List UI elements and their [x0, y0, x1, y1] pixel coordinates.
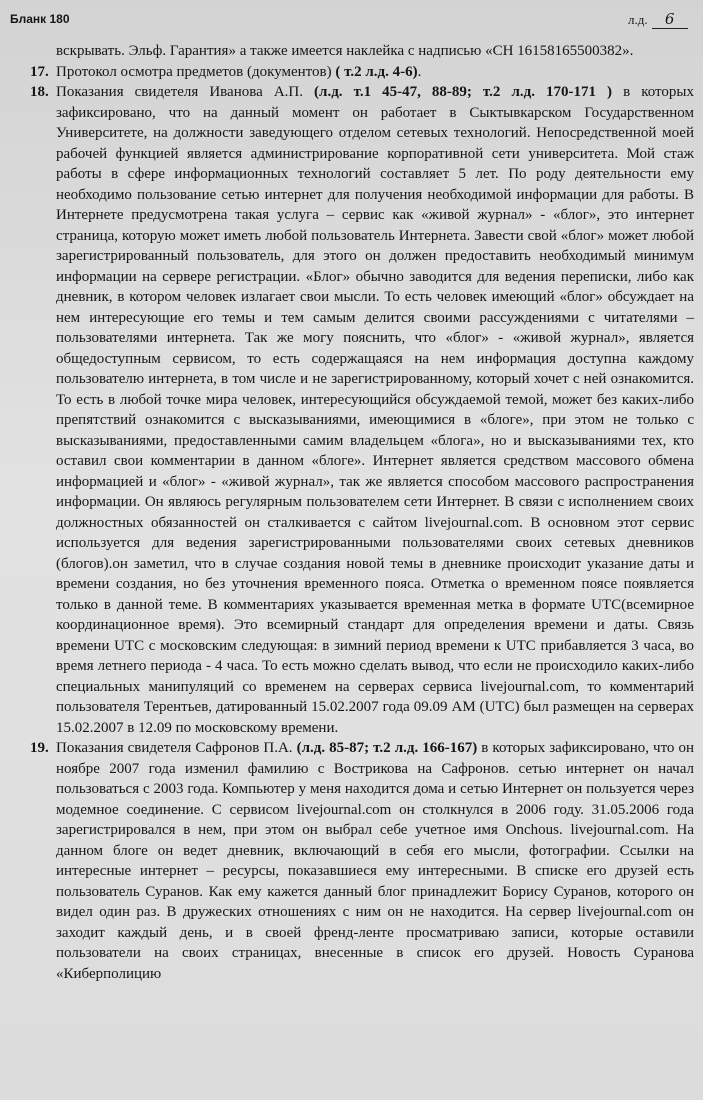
sheet-label: л.д. — [628, 12, 648, 27]
item-number: 18. — [30, 84, 49, 100]
item-tail: . — [417, 63, 422, 80]
item-text: Протокол осмотра предметов (документов) — [56, 63, 332, 80]
item-number: 19. — [30, 740, 49, 756]
case-reference: ( т.2 л.д. 4-6) — [335, 63, 418, 80]
item-lead: Показания свидетеля Иванова А.П. — [56, 84, 303, 100]
item-18 — [30, 82, 694, 738]
case-reference: (л.д. т.1 45-47, 88-89; т.2 л.д. 170-171 ) — [314, 84, 613, 100]
document-body — [30, 41, 694, 984]
continuation-paragraph: вскрывать. Эльф. Гарантия» а также имеется наклейка с надписью «CH 16158165500382». — [56, 43, 634, 59]
item-number: 17. — [30, 63, 49, 80]
item-19 — [30, 738, 694, 984]
form-label: Бланк 180 — [10, 12, 70, 26]
item-text: в которых зафиксировано, что он ноябре 2007 года изменил фамилию с Вострикова на Сафронов. сетью интернет он начал пользоваться с 2003 года. Компьютер у меня находится дома и сетью Интернет он пользуется через модемное соединение. С сервисом livejournal.com он столкнулся в 2006 году. 31.05.2006 года зарегистрировался в нем, при этом он выбрал себе учетное имя Onchous. livejournal.com. На данном блоге он ведет дневник, включающий в себя его мысли, фотографии. Ссылки на интересные интернет – ресурсы, показавшиеся ему интересными. В списке его друзей есть пользователь Суранов. Как ему кажется данный блог принадлежит Борису Суранов, которого он видел один раз. В дружеских отношениях с ним он не находится. На сервер livejournal.com он заходит каждый день, и в своей френд-ленте просматриваю записи, которые оставили пользователи на своих страницах, внесенные в список его друзей. Новость Суранова «Киберполицию — [56, 740, 694, 982]
case-reference: (л.д. 85-87; т.2 л.д. 166-167) — [296, 740, 478, 756]
item-lead: Показания свидетеля Сафронов П.А. — [56, 740, 293, 756]
item-17 — [30, 62, 694, 83]
item-text: в которых зафиксировано, что на данный момент он работает в Сыктывкарском Государственном Университете, на должности заведующего отделом сетевых технологий. Непосредственной моей рабочей функцией является администрирование корпоративной сети университета. Мой стаж работы в сфере информационных технологий составляет 5 лет. По роду деятельности ему необходимо пользование сетью интернет для получения необходимой информации для работы. В Интернете предусмотрена такая услуга – сервис как «живой журнал» - «блог», это интернет страница, которую может иметь любой пользователь Интернета. Завести свой «блог» может любой зарегистрированный пользователь, для этого он должен предоставить необходимый минимум информации на сервере регистрации. «Блог» обычно заводится для ведения переписки, либо как дневник, в котором человек излагает свои мысли. То есть человек имеющий «блог» обсуждает на нем интересующие его темы и тем самым делится своими рассуждениями с читателями – пользователями интернета. Так же могу пояснить, что «блог» - «живой журнал», является общедоступным сервисом, то есть содержащаяся на нем информация доступна каждому пользователю интернета, в том числе и не зарегистрированному, который хочет с ней ознакомится. То есть в любой точке мира человек, интересующийся обсуждаемой темой, может без каких-либо препятствий ознакомится с высказываниями, имеющимися в «блоге», при этом не только с высказываниями, предоставленными самим владельцем «блога», но и высказываниями тех, кто оставил свои комментарии в данном «блоге». Интернет является средством массового обмена информацией и «блог» - «живой журнал», так же является способом массового распространения информации. Он являюсь регулярным пользователем сети Интернет. В связи с исполнением своих должностных обязанностей он сталкивается с сайтом livejournal.com. В основном этот сервис используется для ведения зарегистрированными пользователями своих сетевых дневников (блогов).он заметил, что в случае создания новой темы в дневнике происходит указание даты и времени создания, но без уточнения временного пояса. Отметка о временном поясе появляется только в данной теме. В комментариях указывается временная метка в формате UTC(всемирное координационное время). Это всемирный стандарт для определения времени и даты. Связь времени UTC с московским следующая: в зимний период времени к UTC прибавляется 3 часа, во время летнего периода - 4 часа. То есть можно сделать вывод, что если не происходило каких-либо специальных манипуляций со временем на серверах сервиса livejournal.com, то комментарий пользователя Терентьев, датированный 15.02.2007 года 09.09 AM (UTC) был размещен на серверах 15.02.2007 в 12.09 по московскому времени. — [56, 84, 694, 736]
sheet-number: 6 — [652, 10, 688, 29]
sheet-reference — [628, 10, 688, 29]
